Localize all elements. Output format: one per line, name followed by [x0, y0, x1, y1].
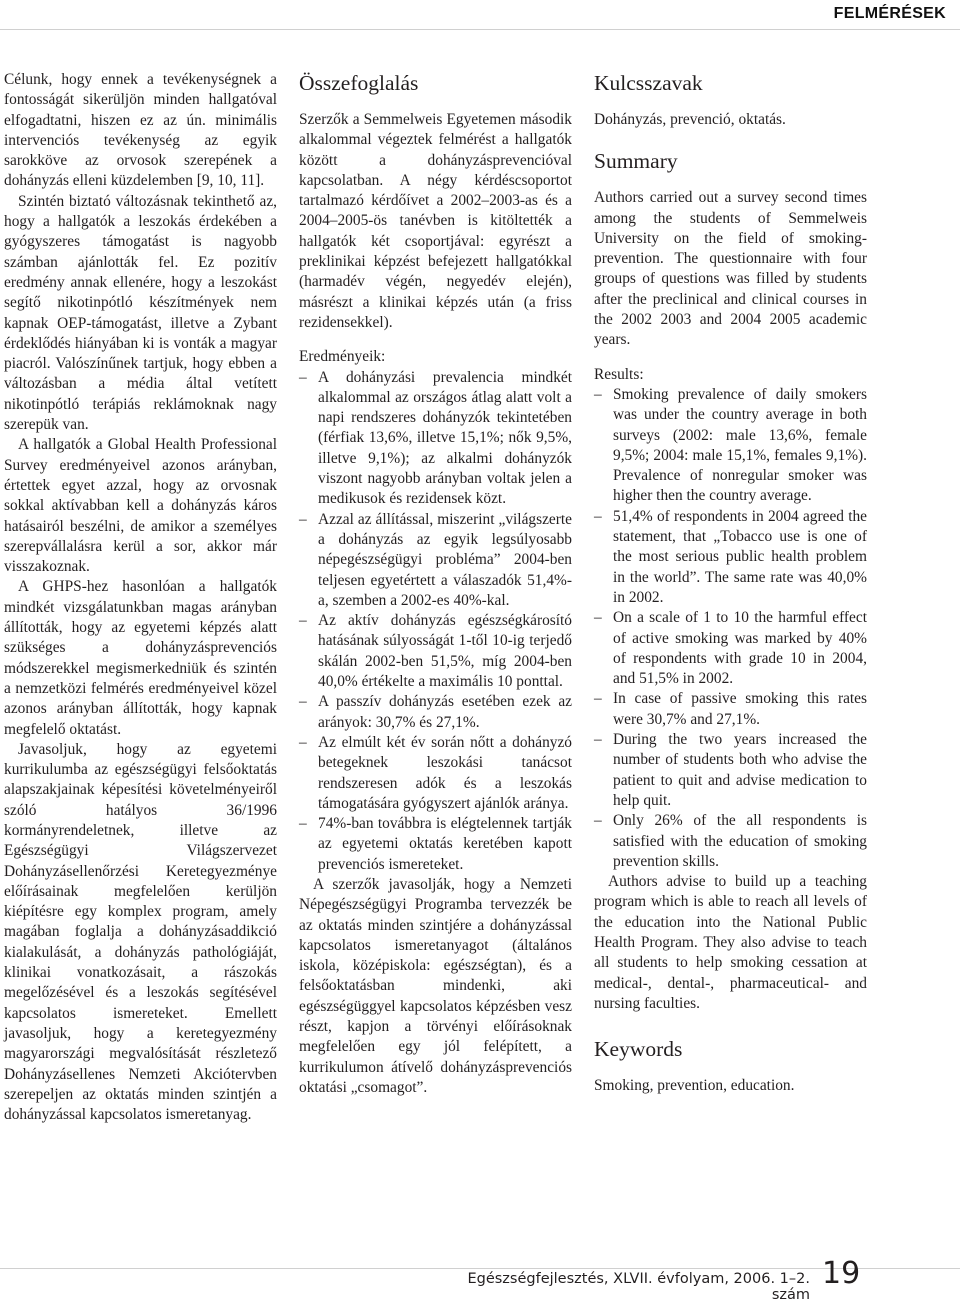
results-label-en: Results: — [594, 365, 644, 383]
list-item: – Azzal az állítással, miszerint „világszerte a dohányzás az egyik legsúlyosabb népegészségügyi probléma” 2004-ben teljesen egyetértett a válaszadók 51,4%-a, szemben a 2002-es 40%-kal. — [299, 510, 572, 611]
list-item: – During the two years increased the number of students both who advise the patient to quit and advise medication to help quit. — [594, 730, 867, 811]
paragraph: Szintén biztató változásnak tekinthető az, hogy a hallgatók a leszokás érdekében a gyógyszeres támogatást is nagyobb számban ajánlották fel. Ez pozitív eredmény annak ellenére, hogy a leszokást segítő nikotinpótló készítmények nem kapnak OEP-támogatást, illetve a Zybant érdeklődés hiányában ki is vonták a magyar piacról. Valószínűnek tartjuk, hogy ebben a változásban a média által vetített nikotinpótló terápiás reklámoknak nagy szerepük van. — [4, 192, 277, 434]
kulcsszavak-text: Dohányzás, prevenció, oktatás. — [594, 111, 786, 128]
column-discussion — [4, 70, 277, 1125]
paragraph: Javasoljuk, hogy az egyetemi kurrikulumba az egészségügyi felsőoktatás alapszakjainak képesítési követelményeiről szóló hatályos 36/1996 kormányrendeletnek, illetve az Egészségügyi Világszervezet Dohányzásellenőrzési Keretegyezménye előírásainak megfelelően kerüljön kiépítésre egy komplex program, amely magában foglalja a dohányzásaddikció kialakulását, a dohányzás pathológiáját, klinikai vonatkozásait, a rászokás megelőzésével és a leszokás segítésével kapcsolatos ismereteket. Emellett javasoljuk, hogy a keretegyezmény magyarországi megvalósítását részletező Dohányzásellenes Nemzeti Akciótervben szerepeljen az oktatás minden szintjén a dohányzással kapcsolatos ismeretanyag. — [4, 740, 277, 1124]
summary-intro: Szerzők a Semmelweis Egyetemen második alkalommal végeztek felmérést a hallgatók között a dohányzásprevencióval kapcsolatban. A négy kérdéscsoportot tartalmazó kérdőívet a 2002–2003-as és a 2004–2005-ös tanévben is kitöltették a hallgatók két csoportjával: egyrészt a preklinikai képzést befejezett hallgatókkal (harmadév végén, negyedév elején), másrészt a klinikai képzés után (a friss rezidensekkel). — [299, 111, 572, 331]
results-list-en — [594, 385, 867, 872]
column-summary — [594, 70, 867, 1096]
list-item: – A dohányzási prevalencia mindkét alkalommal az országos átlag alatt volt a napi rendszeres dohányzók tekintetében (férfiak 13,6%, illetve 15,1%; nők 9,5%, illetve 9,1%); az alkalmi dohányzók viszont nagyobb arányban voltak jelen a medikusok és rezidensek közt. — [299, 368, 572, 510]
section-heading-keywords: Keywords — [594, 1037, 683, 1062]
page-number: 19 — [822, 1256, 861, 1291]
spacer — [594, 130, 867, 148]
spacer — [594, 1014, 867, 1036]
header-bar — [0, 0, 960, 30]
list-item: – Az aktív dohányzás egészségkárosító hatásának súlyosságát 1-től 10-ig terjedő skálán 2002-ben 51,5%, míg 2004-ben 40,0% értékelte a maximális 10 ponttal. — [299, 611, 572, 692]
list-item: – In case of passive smoking this rates were 30,7% and 27,1%. — [594, 689, 867, 730]
footer-rule — [0, 1268, 960, 1269]
paragraph: A GHPS-hez hasonlóan a hallgatók mindkét vizsgálatunkban magas arányban állították, hogy az egyetemi képzés alatt szükséges a dohányzásprevenciós módszerekkel megismerkedniük és szintén a nemzetközi felmérés eredményeivel közel azonos arányban állították, hogy kapnak megfelelő oktatást. — [4, 578, 277, 738]
results-label: Eredményeik: — [299, 348, 386, 366]
section-heading-osszefoglalas: Összefoglalás — [299, 71, 419, 95]
column-osszefoglalas — [299, 70, 572, 1098]
section-heading-kulcsszavak: Kulcsszavak — [594, 71, 703, 95]
list-item: – On a scale of 1 to 10 the harmful effect of active smoking was marked by 40% of respondents with grade 10 in 2004, and 51,5% in 2002. — [594, 608, 867, 689]
summary-closing: A szerzők javasolják, hogy a Nemzeti Népegészségügyi Programba tervezzék be az oktatás minden szintjére a dohányzással kapcsolatos ismeretanyagot (általános iskola, középiskola: egészségtan), és a felsőoktatásban mindenki, aki egészségüggyel kapcsolatos képzésben vesz részt, kapjon a törvényi előírásoknak megfelelően egy jól felépített, a kurrikulumon átívelő dohányzásprevenciós oktatási „csomagot”. — [299, 875, 572, 1096]
list-item: – Smoking prevalence of daily smokers was under the country average in both surveys (2002: male 13,6%, female 9,5%; 2004: male 15,1%, females 9,1%). Prevalence of nonregular smoker was higher then the country average. — [594, 385, 867, 507]
journal-reference: Egészségfejlesztés, XLVII. évfolyam, 2006. 1–2. szám — [467, 1271, 810, 1303]
list-item: – Only 26% of the all respondents is satisfied with the education of smoking prevention skills. — [594, 811, 867, 872]
list-item: – 74%-ban továbbra is elégtelennek tartják az egyetemi oktatás keretében kapott prevenciós ismereteket. — [299, 814, 572, 875]
summary-closing-en: Authors advise to build up a teaching program which is able to reach all levels of the education into the National Public Health Program. They also advise to teach all students to help smoking cessation at medical-, dental-, pharmaceutical- and nursing faculties. — [594, 873, 867, 1012]
keywords-text: Smoking, prevention, education. — [594, 1077, 795, 1095]
section-label: FELMÉRÉSEK — [833, 5, 946, 22]
paragraph: A hallgatók a Global Health Professional Survey eredményeivel azonos arányban, értettek egyet azzal, hogy az orvosnak sokkal aktívabban kell a dohányzás káros hatásairól beszélni, de amikor a személyes szerepvállalásra kerül a sor, akkor már visszakoznak. — [4, 436, 277, 576]
section-heading-summary: Summary — [594, 149, 678, 174]
summary-intro-en: Authors carried out a survey second times among the students of Semmelweis University on the field of smoking-prevention. The questionnaire with four groups of questions was filled by students after the preclinical and clinical courses in the 2002 2003 and 2004 2005 academic years. — [594, 189, 867, 349]
list-item: – Az elmúlt két év során nőtt a dohányzó betegeknek leszokási tanácsot rendszeresen adók és a leszokás támogatására gyógyszert ajánlók aránya. — [299, 733, 572, 814]
list-item: – 51,4% of respondents in 2004 agreed the statement, that „Tobacco use is one of the most serious public health problem in the world”. The same rate was 40,0% in 2002. — [594, 507, 867, 608]
results-list — [299, 368, 572, 875]
list-item: – A passzív dohányzás esetében ezek az arányok: 30,7% és 27,1%. — [299, 692, 572, 733]
paragraph: Célunk, hogy ennek a tevékenységnek a fontosságát sikerüljön minden hallgatóval elfogadtatni, hiszen ez az ún. minimális intervenciós tevékenység az egyik sarokköve az orvosok szerepének a dohányzás elleni küzdelemben [9, 10, 11]. — [4, 71, 277, 190]
